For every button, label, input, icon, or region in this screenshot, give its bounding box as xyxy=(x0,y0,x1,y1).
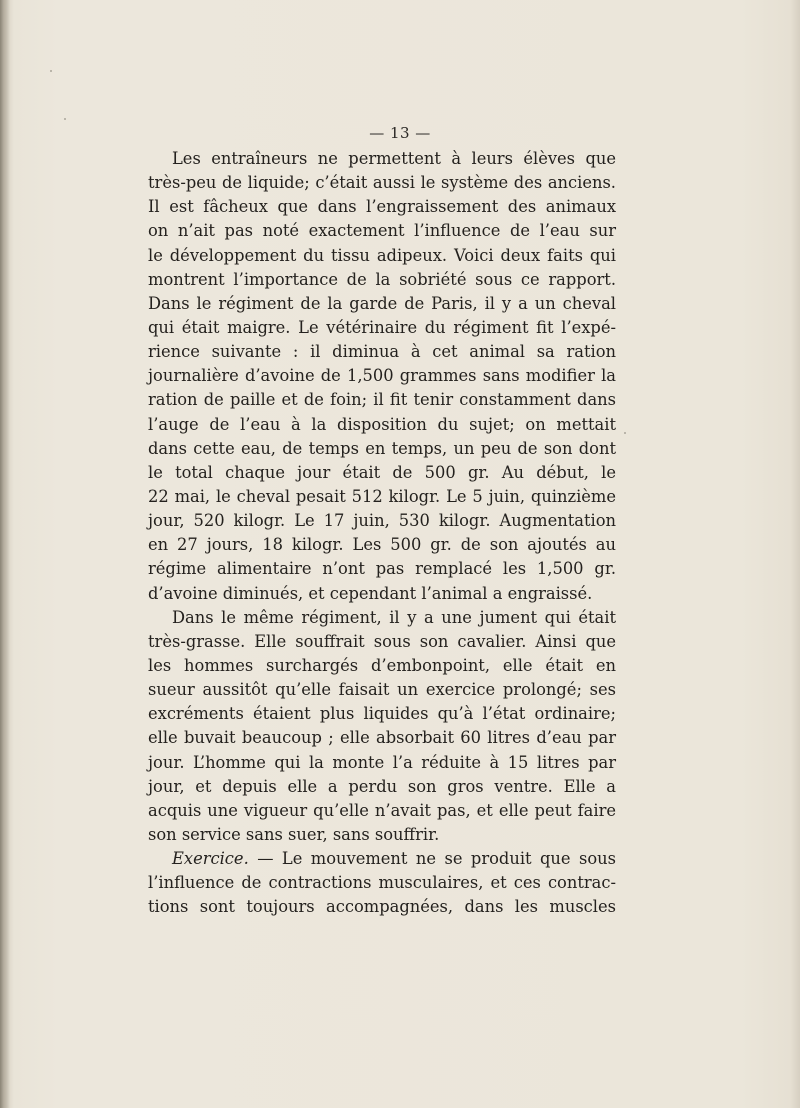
paper-speck xyxy=(64,118,66,120)
text-line: montrent l’importance de la sobriété sous ce rapport. xyxy=(148,269,616,289)
text-line: les hommes surchargés d’embonpoint, elle était en xyxy=(148,655,616,675)
text-line: Les entraîneurs ne permettent à leurs élèves que xyxy=(172,149,616,168)
text-line: jour, 520 kilogr. Le 17 juin, 530 kilogr. Augmentation xyxy=(148,511,616,531)
text-line: son service sans suer, sans souffrir. xyxy=(148,824,440,844)
text-line: le développement du tissu adipeux. Voici deux faits qui xyxy=(148,245,616,265)
section-heading-exercice: Exercice. xyxy=(172,849,249,869)
text-line: on n’ait pas noté exactement l’influence de l’eau sur xyxy=(148,221,616,241)
text-line: qui était maigre. Le vétérinaire du régiment fit l’expé- xyxy=(148,317,616,337)
text-line: le total chaque jour était de 500 gr. Au début, le xyxy=(148,462,616,482)
text-line: dans cette eau, de temps en temps, un peu de son dont xyxy=(148,438,616,458)
text-line: acquis une vigueur qu’elle n’avait pas, et elle peut faire xyxy=(148,800,616,820)
text-line: l’influence de contractions musculaires, et ces contrac- xyxy=(148,873,616,893)
text-line: en 27 jours, 18 kilogr. Les 500 gr. de son ajoutés au xyxy=(148,535,616,555)
body-text xyxy=(148,147,616,920)
text-line: Dans le régiment de la garde de Paris, il y a un cheval xyxy=(148,293,616,313)
text-line: très-grasse. Elle souffrait sous son cavalier. Ainsi que xyxy=(148,631,616,651)
text-line: ration de paille et de foin; il fit tenir constamment dans xyxy=(148,390,616,410)
text-line: régime alimentaire n’ont pas remplacé les 1,500 gr. xyxy=(148,559,616,579)
text-line: rience suivante : il diminua à cet animal sa ration xyxy=(148,342,616,362)
section-heading-line xyxy=(148,847,616,871)
text-line: d’avoine diminués, et cependant l’animal a engraissé. xyxy=(148,583,593,603)
text-line: sueur aussitôt qu’elle faisait un exercice prolongé; ses xyxy=(148,680,616,700)
text-line: jour. L’homme qui la monte l’a réduite à 15 litres par xyxy=(148,752,616,772)
text-line: tions sont toujours accompagnées, dans les muscles xyxy=(148,897,616,917)
paper-speck xyxy=(624,432,626,434)
paper-speck xyxy=(50,70,52,72)
text-line: journalière d’avoine de 1,500 grammes sans modifier la xyxy=(148,366,616,386)
page-binding-edge xyxy=(0,0,10,1108)
text-line: Il est fâcheux que dans l’engraissement des animaux xyxy=(148,197,616,217)
text-line: Dans le même régiment, il y a une jument qui était xyxy=(172,607,616,627)
page-number: — 13 — xyxy=(369,124,431,142)
text-line: 22 mai, le cheval pesait 512 kilogr. Le 5 juin, quinzième xyxy=(148,486,616,506)
text-line: l’auge de l’eau à la disposition du sujet; on mettait xyxy=(148,414,616,434)
text-line: elle buvait beaucoup ; elle absorbait 60 litres d’eau par xyxy=(148,728,616,748)
section-heading-rest: — Le mouvement ne se produit que sous xyxy=(248,849,616,869)
text-line: jour, et depuis elle a perdu son gros ventre. Elle a xyxy=(148,776,616,796)
text-line: excréments étaient plus liquides qu’à l’état ordinaire; xyxy=(148,704,616,724)
text-line: très-peu de liquide; c’était aussi le système des anciens. xyxy=(148,173,616,193)
